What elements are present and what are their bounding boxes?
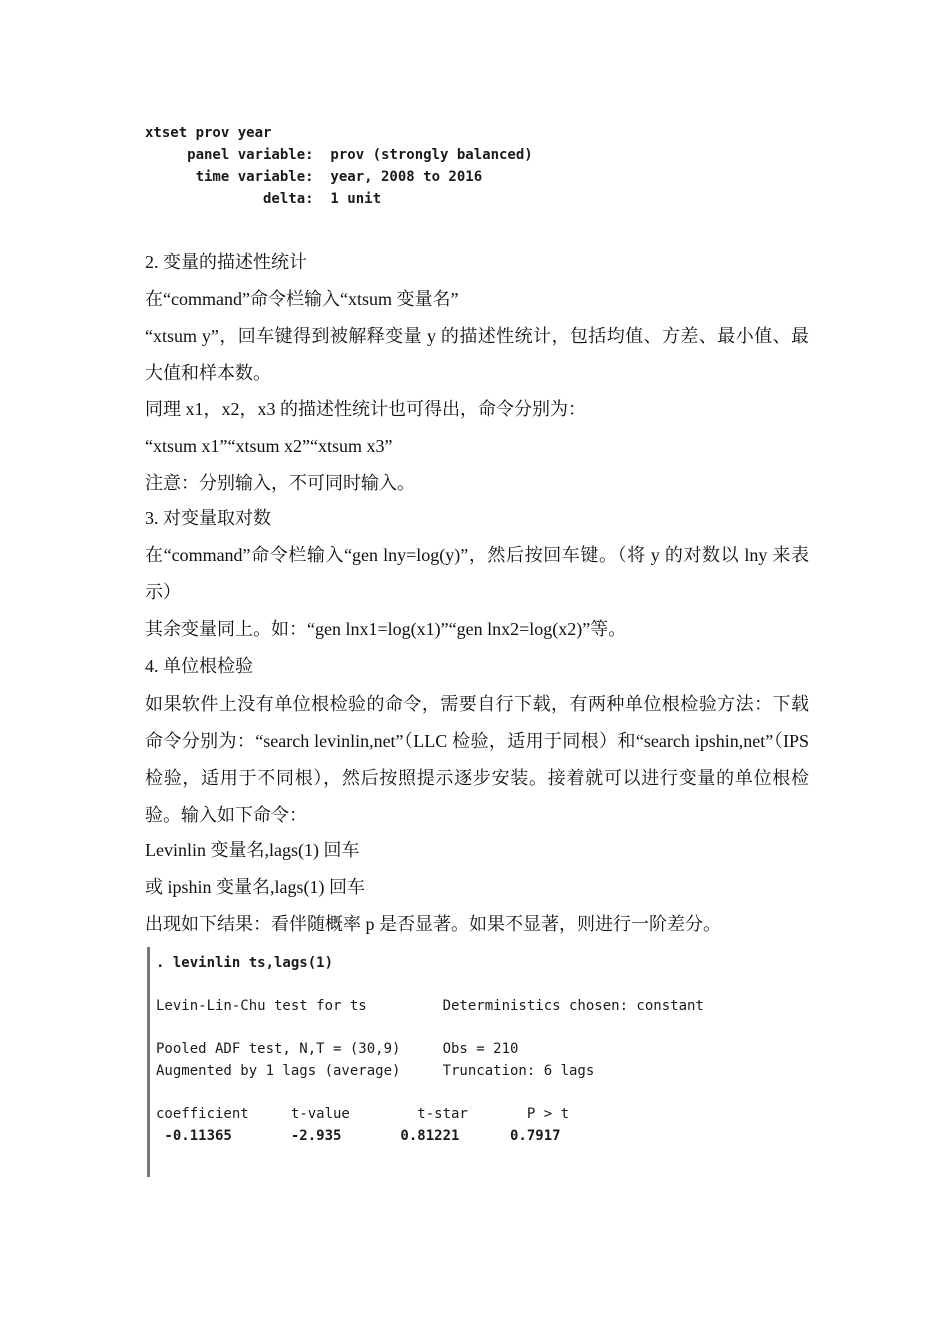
section-heading-log-transform: 3. 对变量取对数: [145, 508, 271, 528]
xtset-command: xtset prov year: [145, 125, 272, 141]
paragraph-xtsum-y: “xtsum y”，回车键得到被解释变量 y 的描述性统计，包括均值、方差、最小值、最大值和样本数。: [145, 326, 809, 383]
xtset-delta: delta: 1 unit: [145, 191, 382, 207]
paragraph-xtsum-commands: “xtsum x1”“xtsum x2”“xtsum x3”: [145, 436, 393, 456]
levinlin-augmented-line: Augmented by 1 lags (average) Truncation: 6 lags: [156, 1063, 595, 1079]
levinlin-command: . levinlin ts,lags(1): [156, 955, 334, 971]
output-left-border: [147, 947, 150, 1177]
levinlin-results-values: -0.11365 -2.935 0.81221 0.7917: [156, 1128, 561, 1144]
paragraph-other-variables: 其余变量同上。如：“gen lnx1=log(x1)”“gen lnx2=log(x2)”等。: [145, 619, 627, 639]
levinlin-pooled-adf-line: Pooled ADF test, N,T = (30,9) Obs = 210: [156, 1041, 519, 1057]
section-heading-descriptive-stats: 2. 变量的描述性统计: [145, 252, 307, 272]
levinlin-results-header: coefficient t-value t-star P > t: [156, 1106, 570, 1122]
paragraph-xtsum-command: 在“command”命令栏输入“xtsum 变量名”: [145, 289, 459, 309]
levinlin-output: [147, 947, 807, 1177]
paragraph-gen-lny: 在“command”命令栏输入“gen lny=log(y)”，然后按回车键。（将 y 的对数以 lny 来表示）: [145, 545, 809, 602]
section-heading-unit-root: 4. 单位根检验: [145, 656, 253, 676]
xtset-time-variable: time variable: year, 2008 to 2016: [145, 169, 483, 185]
paragraph-same-for-x: 同理 x1，x2，x3 的描述性统计也可得出，命令分别为：: [145, 399, 586, 419]
paragraph-levinlin-command: Levinlin 变量名,lags(1) 回车: [145, 840, 360, 860]
paragraph-ipshin-command: 或 ipshin 变量名,lags(1) 回车: [145, 877, 365, 897]
paragraph-result-note: 出现如下结果：看伴随概率 p 是否显著。如果不显著，则进行一阶差分。: [145, 914, 721, 934]
levinlin-test-line: Levin-Lin-Chu test for ts Deterministics chosen: constant: [156, 998, 704, 1014]
paragraph-note: 注意：分别输入，不可同时输入。: [145, 473, 415, 493]
xtset-panel-variable: panel variable: prov (strongly balanced): [145, 147, 533, 163]
paragraph-unit-root-download: 如果软件上没有单位根检验的命令，需要自行下载，有两种单位根检验方法：下载命令分别为：“search levinlin,net”（LLC 检验，适用于同根）和“search ipshin,net”（IPS 检验，适用于不同根），然后按照提示逐步安装。接着就可以进行变量的单位根检验。输入如下命令：: [145, 694, 809, 825]
